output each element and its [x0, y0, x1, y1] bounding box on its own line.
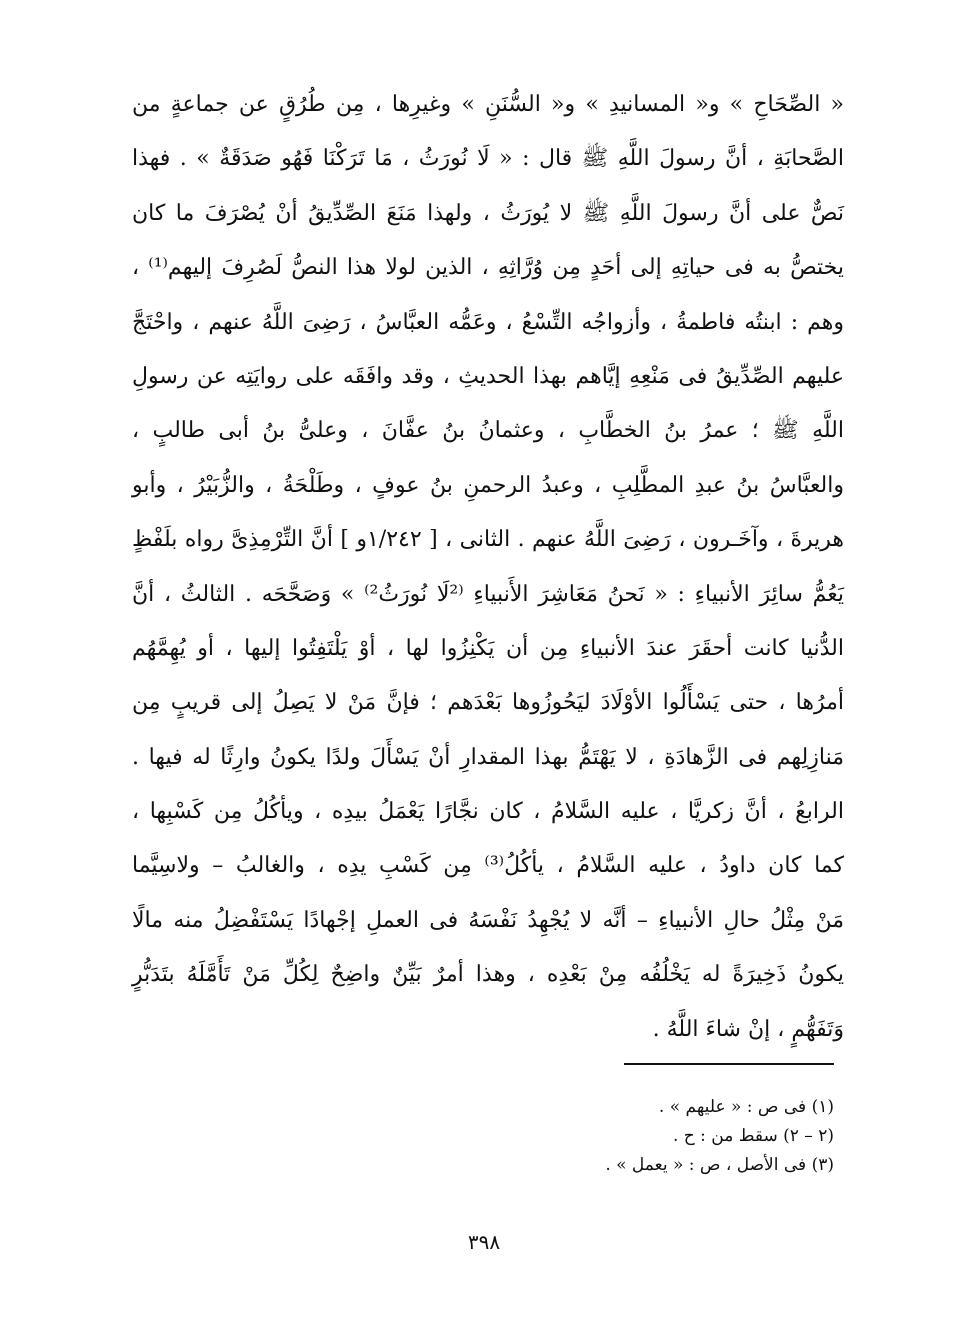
- page-number: ٣٩٨: [467, 1230, 501, 1254]
- footnote: (١) فى ص : « عليهم » .: [658, 1097, 834, 1117]
- footnotes: [334, 1093, 834, 1180]
- text-line: يكونُ ذَخِيرَةً له يَخْلُفُه مِنْ بَعْدِه ، وهذا أمرٌ بَيِّنٌ واضِحٌ لِكُلِّ مَنْ تَأَمَّلَهُ بتَدَبُّرٍ: [132, 962, 844, 988]
- text-line: أمرُها ، حتى يَسْأَلُوا الأوْلَادَ ليَحُوزُوها بَعْدَهم ؛ فإنَّ مَنْ لا يَصِلُ إلى قريبٍ مِن: [132, 690, 844, 716]
- text-line: وهم : ابنتُه فاطمةُ ، وأزواجُه التِّسْعُ ، وعَمُّه العبَّاسُ ، رَضِىَ اللَّهُ عنهم ، واحْتَجَّ: [132, 309, 844, 335]
- text-line: يَعُمُّ سائِرَ الأنبياءِ : « نَحنُ مَعَاشِرَ الأَنبياءِ ⁽²لَا نُورَثُ²⁾ » وَصَحَّحَه . الثالثُ ، أنَّ: [132, 581, 844, 607]
- text-line: كما كان داودُ ، عليه السَّلامُ ، يأكُلُ⁽³⁾ مِن كَسْبِ يدِه ، والغالبُ – ولاسِيَّما: [132, 853, 844, 879]
- text-line: الصَّحابَةِ ، أنَّ رسولَ اللَّهِ ﷺ قال : « لَا نُورَثُ ، مَا تَرَكْنَا فَهُو صَدَقَةٌ » . فهذا: [132, 146, 844, 172]
- text-line: وَتَفَهُّمٍ ، إنْ شاءَ اللَّهُ .: [652, 1016, 844, 1042]
- text-line: مَنازِلِهم فى الزَّهادَةِ ، لا يَهْتَمُّ بهذا المقدارِ أنْ يَسْأَلَ ولدًا يكونُ وارِثًا له فيها .: [132, 744, 844, 770]
- footnote: (٢ – ٢) سقط من : ح .: [672, 1126, 834, 1146]
- text-line: والعبَّاسُ بنُ عبدِ المطَّلِبِ ، وعبدُ الرحمنِ بنُ عوفٍ ، وطَلْحَةُ ، والزُّبَيْرُ ، وأبو: [132, 472, 844, 498]
- text-line: نَصٌّ على أنَّ رسولَ اللَّهِ ﷺ لا يُورَثُ ، ولهذا مَنَعَ الصِّدِّيقُ أنْ يُصْرَفَ ما كان: [132, 200, 844, 226]
- main-text: [132, 78, 844, 1057]
- text-line: مَنْ مِثْلُ حالِ الأنبياءِ – أنَّه لا يُجْهِدُ نَفْسَهُ فى العملِ إجْهادًا يَسْتَفْضِلُ منه مالًا: [132, 907, 844, 933]
- text-line: « الصِّحَاحِ » و« المسانيدِ » و« السُّنَنِ » وغيرِها ، مِن طُرُقٍ عن جماعةٍ من: [132, 92, 844, 117]
- text-line: الرابعُ ، أنَّ زكريَّا ، عليه السَّلامُ ، كان نجَّارًا يَعْمَلُ بيدِه ، ويأكُلُ مِن كَسْبِها ،: [132, 799, 844, 825]
- text-line: هريرةَ ، وآخَـرون ، رَضِىَ اللَّهُ عنهم . الثانى ، [ ١/٢٤٢و ] أنَّ التِّرْمِذِىَّ رواه بلَفْظٍ: [132, 527, 845, 553]
- footnote-separator: [624, 1063, 834, 1065]
- text-line: يختصُّ به فى حياتِهِ إلى أحَدٍ مِن وُرَّاثِهِ ، الذين لولا هذا النصُّ لَصُرِفَ إليهم⁽¹⁾ ،: [132, 255, 845, 281]
- footnote: (٣) فى الأصل ، ص : « يعمل » .: [605, 1155, 834, 1175]
- text-line: اللَّهِ ﷺ ؛ عمرُ بنُ الخطَّابِ ، وعثمانُ بنُ عفَّانَ ، وعلىُّ بنُ أبى طالبٍ ،: [132, 418, 844, 444]
- text-line: عليهم الصِّدِّيقُ فى مَنْعِهِ إيَّاهم بهذا الحديثِ ، وقد وافَقَه على روايَتِه عن رسولِ: [132, 363, 844, 389]
- text-line: الدُّنيا كانت أحقَرَ عندَ الأنبياءِ مِن أن يَكْنِزُوا لها ، أوْ يَلْتَفِتُوا إليها ، أو يُهِمَّهُم: [132, 635, 844, 661]
